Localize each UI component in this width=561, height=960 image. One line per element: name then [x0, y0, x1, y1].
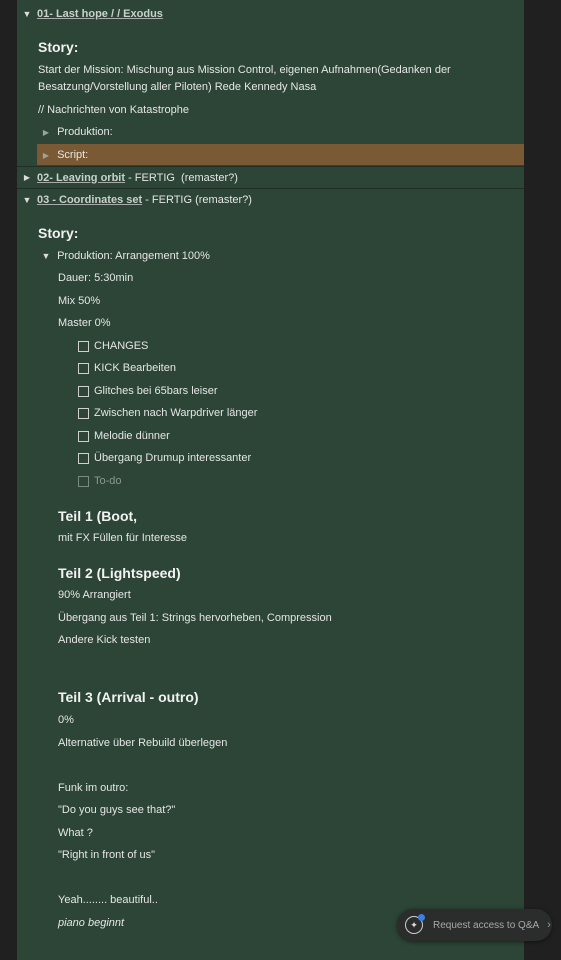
toggle-produktion-3-label: Produktion: Arrangement 100% — [57, 250, 210, 262]
funk-line-5: Yeah........ beautiful.. — [58, 894, 158, 906]
todo-label: KICK Bearbeiten — [94, 362, 176, 374]
story-heading-3: Story: — [38, 225, 79, 241]
chevron-right-icon: › — [547, 919, 551, 931]
mix-text: Mix 50% — [58, 295, 101, 307]
teil-3-text-1: 0% — [58, 714, 74, 726]
toggle-produktion-1[interactable] — [38, 126, 113, 138]
toggle-script-label: Script: — [57, 149, 89, 161]
funk-line-6: piano beginnt — [58, 917, 125, 929]
teil-1-text: mit FX Füllen für Interesse — [58, 532, 187, 544]
caret-right-icon[interactable]: ▶ — [42, 128, 50, 137]
caret-right-icon[interactable]: ▶ — [42, 151, 50, 160]
page-link-last-hope[interactable]: 01- Last hope / / Exodus — [37, 8, 163, 20]
todo-checkbox[interactable] — [78, 431, 89, 442]
caret-down-icon[interactable]: ▼ — [22, 9, 32, 19]
story-text-line-2: Besatzung/Vorstellung aller Piloten) Rede Kennedy Nasa — [38, 81, 317, 93]
caret-down-icon[interactable]: ▼ — [22, 194, 32, 205]
teil-2-text-1: 90% Arrangiert — [58, 589, 131, 601]
dauer-text: Dauer: 5:30min — [58, 272, 134, 284]
teil-2-text-3: Andere Kick testen — [58, 634, 151, 646]
toggle-02-leaving-orbit[interactable] — [17, 166, 524, 188]
highlighted-script-row — [37, 144, 524, 165]
caret-right-icon[interactable]: ▶ — [23, 173, 31, 182]
todo-label: Glitches bei 65bars leiser — [94, 385, 218, 397]
todo-label: CHANGES — [94, 340, 149, 352]
funk-line-3: What ? — [58, 827, 93, 839]
todo-checkbox[interactable] — [78, 408, 89, 419]
toggle-produktion-label: Produktion: — [57, 126, 113, 138]
todo-placeholder[interactable]: To-do — [94, 475, 122, 487]
request-access-chip[interactable] — [397, 909, 552, 941]
funk-line-2: "Do you guys see that?" — [58, 804, 176, 816]
funk-line-1: Funk im outro: — [58, 782, 129, 794]
todo-checkbox-placeholder[interactable] — [78, 476, 89, 487]
todo-label: Übergang Drumup interessanter — [94, 452, 252, 464]
story-text-line-3: // Nachrichten von Katastrophe — [38, 104, 190, 116]
teil-1-heading: Teil 1 (Boot, — [58, 508, 138, 524]
todo-checkbox[interactable] — [78, 453, 89, 464]
request-access-label: Request access to Q&A — [433, 919, 540, 931]
page-link-leaving-orbit[interactable]: 02- Leaving orbit — [37, 171, 126, 184]
todo-checkbox[interactable] — [78, 386, 89, 397]
toggle-03-status: - FERTIG (remaster?) — [142, 193, 252, 206]
toggle-03-coordinates-set[interactable] — [17, 188, 524, 210]
funk-line-4: "Right in front of us" — [58, 849, 156, 861]
todo-checkbox[interactable] — [78, 341, 89, 352]
teil-3-text-2: Alternative über Rebuild überlegen — [58, 737, 228, 749]
toggle-produktion-3[interactable] — [38, 250, 210, 262]
qa-sparkle-icon: ✦ — [405, 916, 423, 934]
todo-checkbox[interactable] — [78, 363, 89, 374]
toggle-01-last-hope[interactable] — [17, 3, 524, 25]
page-link-coordinates-set[interactable]: 03 - Coordinates set — [37, 193, 143, 206]
teil-2-heading: Teil 2 (Lightspeed) — [58, 565, 181, 581]
todo-label: Melodie dünner — [94, 430, 170, 442]
toggle-script[interactable] — [38, 149, 88, 161]
caret-down-icon[interactable]: ▼ — [41, 251, 51, 261]
teil-2-text-2: Übergang aus Teil 1: Strings hervorheben, Compression — [58, 612, 332, 624]
story-text-line-1: Start der Mission: Mischung aus Mission Control, eigenen Aufnahmen(Gedanken der — [38, 64, 451, 76]
teil-3-heading: Teil 3 (Arrival - outro) — [58, 689, 199, 705]
story-heading-1: Story: — [38, 39, 79, 55]
todo-label: Zwischen nach Warpdriver länger — [94, 407, 258, 419]
master-text: Master 0% — [58, 317, 111, 329]
toggle-02-status: - FERTIG (remaster?) — [125, 171, 238, 184]
notification-dot — [418, 914, 425, 921]
